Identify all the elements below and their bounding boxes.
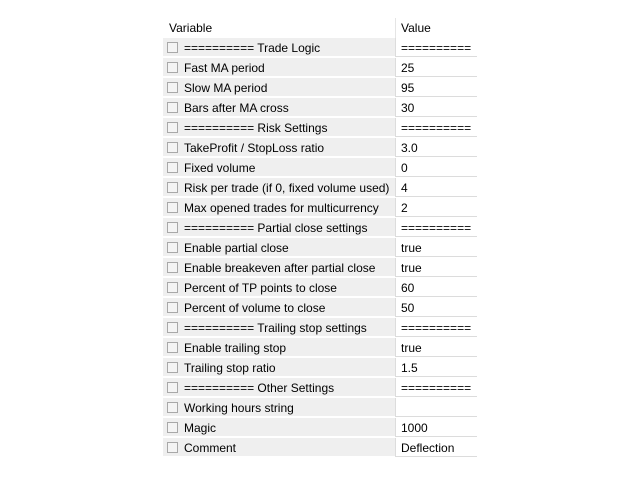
inputs-table bbox=[163, 18, 477, 458]
table-row[interactable] bbox=[163, 398, 477, 418]
variable-cell[interactable] bbox=[163, 38, 395, 57]
value-cell[interactable] bbox=[395, 138, 477, 157]
variable-cell[interactable] bbox=[163, 418, 395, 437]
variable-cell[interactable] bbox=[163, 158, 395, 177]
optimize-checkbox[interactable] bbox=[167, 262, 178, 273]
value-text: true bbox=[401, 341, 422, 355]
variable-cell[interactable] bbox=[163, 298, 395, 317]
optimize-checkbox[interactable] bbox=[167, 162, 178, 173]
optimize-checkbox[interactable] bbox=[167, 62, 178, 73]
variable-label: Slow MA period bbox=[184, 81, 268, 95]
variable-cell[interactable] bbox=[163, 138, 395, 157]
optimize-checkbox[interactable] bbox=[167, 182, 178, 193]
table-row[interactable] bbox=[163, 138, 477, 158]
value-text: 4 bbox=[401, 181, 408, 195]
variable-label: Fixed volume bbox=[184, 161, 256, 175]
table-row[interactable] bbox=[163, 158, 477, 178]
value-cell[interactable] bbox=[395, 98, 477, 117]
optimize-checkbox[interactable] bbox=[167, 422, 178, 433]
table-row[interactable] bbox=[163, 418, 477, 438]
value-text: true bbox=[401, 261, 422, 275]
optimize-checkbox[interactable] bbox=[167, 202, 178, 213]
variable-cell[interactable] bbox=[163, 178, 395, 197]
value-cell[interactable] bbox=[395, 78, 477, 97]
optimize-checkbox[interactable] bbox=[167, 102, 178, 113]
variable-label: Bars after MA cross bbox=[184, 101, 289, 115]
value-text: 95 bbox=[401, 81, 415, 95]
variable-label: Comment bbox=[184, 441, 237, 455]
variable-cell[interactable] bbox=[163, 198, 395, 217]
table-row[interactable] bbox=[163, 238, 477, 258]
variable-label: ========== Risk Settings bbox=[184, 121, 328, 135]
variable-label: Percent of volume to close bbox=[184, 301, 326, 315]
optimize-checkbox[interactable] bbox=[167, 122, 178, 133]
variable-cell[interactable] bbox=[163, 398, 395, 417]
optimize-checkbox[interactable] bbox=[167, 282, 178, 293]
table-row[interactable] bbox=[163, 58, 477, 78]
optimize-checkbox[interactable] bbox=[167, 82, 178, 93]
variable-label: ========== Trade Logic bbox=[184, 41, 321, 55]
column-header-variable[interactable]: Variable bbox=[169, 21, 213, 35]
variable-label: ========== Partial close settings bbox=[184, 221, 368, 235]
value-text: true bbox=[401, 241, 422, 255]
value-cell[interactable] bbox=[395, 438, 477, 457]
table-row[interactable] bbox=[163, 38, 477, 58]
variable-label: TakeProfit / StopLoss ratio bbox=[184, 141, 325, 155]
column-divider[interactable] bbox=[395, 18, 396, 38]
variable-label: Magic bbox=[184, 421, 217, 435]
variable-cell[interactable] bbox=[163, 58, 395, 77]
table-header bbox=[163, 18, 477, 38]
value-cell[interactable] bbox=[395, 258, 477, 277]
value-text: 0 bbox=[401, 161, 408, 175]
value-cell[interactable] bbox=[395, 158, 477, 177]
value-text: 60 bbox=[401, 281, 415, 295]
table-row[interactable] bbox=[163, 198, 477, 218]
variable-cell[interactable] bbox=[163, 98, 395, 117]
variable-cell[interactable] bbox=[163, 258, 395, 277]
variable-cell[interactable] bbox=[163, 278, 395, 297]
variable-label: Enable partial close bbox=[184, 241, 289, 255]
variable-label: Risk per trade (if 0, fixed volume used) bbox=[184, 181, 390, 195]
column-header-value[interactable]: Value bbox=[401, 21, 431, 35]
optimize-checkbox[interactable] bbox=[167, 342, 178, 353]
value-cell[interactable] bbox=[395, 58, 477, 77]
variable-label: Max opened trades for multicurrency bbox=[184, 201, 379, 215]
table-row[interactable] bbox=[163, 438, 477, 458]
variable-label: Fast MA period bbox=[184, 61, 265, 75]
table-row[interactable] bbox=[163, 98, 477, 118]
optimize-checkbox[interactable] bbox=[167, 222, 178, 233]
table-row[interactable] bbox=[163, 298, 477, 318]
value-cell[interactable] bbox=[395, 298, 477, 317]
variable-cell[interactable] bbox=[163, 338, 395, 357]
table-row[interactable] bbox=[163, 338, 477, 358]
variable-cell[interactable] bbox=[163, 78, 395, 97]
variable-label: Trailing stop ratio bbox=[184, 361, 276, 375]
variable-label: ========== Other Settings bbox=[184, 381, 335, 395]
optimize-checkbox[interactable] bbox=[167, 442, 178, 453]
value-text: 3.0 bbox=[401, 141, 418, 155]
value-text: ========== bbox=[401, 381, 472, 395]
variable-cell[interactable] bbox=[163, 358, 395, 377]
value-cell[interactable] bbox=[395, 378, 477, 397]
variable-label: Percent of TP points to close bbox=[184, 281, 337, 295]
value-cell[interactable] bbox=[395, 218, 477, 237]
value-text: 25 bbox=[401, 61, 415, 75]
variable-label: Working hours string bbox=[184, 401, 294, 415]
value-text: ========== bbox=[401, 121, 472, 135]
table-row[interactable] bbox=[163, 78, 477, 98]
value-cell[interactable] bbox=[395, 38, 477, 57]
variable-cell[interactable] bbox=[163, 378, 395, 397]
value-text: 30 bbox=[401, 101, 415, 115]
table-row[interactable] bbox=[163, 358, 477, 378]
optimize-checkbox[interactable] bbox=[167, 382, 178, 393]
optimize-checkbox[interactable] bbox=[167, 42, 178, 53]
value-cell[interactable] bbox=[395, 278, 477, 297]
variable-cell[interactable] bbox=[163, 438, 395, 457]
optimize-checkbox[interactable] bbox=[167, 302, 178, 313]
table-row[interactable] bbox=[163, 278, 477, 298]
value-cell[interactable] bbox=[395, 198, 477, 217]
value-cell[interactable] bbox=[395, 358, 477, 377]
value-text: ========== bbox=[401, 321, 472, 335]
optimize-checkbox[interactable] bbox=[167, 362, 178, 373]
table-row[interactable] bbox=[163, 118, 477, 138]
value-text: 50 bbox=[401, 301, 415, 315]
value-cell[interactable] bbox=[395, 338, 477, 357]
table-row[interactable] bbox=[163, 318, 477, 338]
value-cell[interactable] bbox=[395, 238, 477, 257]
variable-cell[interactable] bbox=[163, 218, 395, 237]
value-cell[interactable] bbox=[395, 318, 477, 337]
value-cell[interactable] bbox=[395, 178, 477, 197]
table-row[interactable] bbox=[163, 218, 477, 238]
value-cell[interactable] bbox=[395, 398, 477, 417]
value-text: 1000 bbox=[401, 421, 428, 435]
variable-label: Enable breakeven after partial close bbox=[184, 261, 376, 275]
value-text: ========== bbox=[401, 221, 472, 235]
value-text: 1.5 bbox=[401, 361, 418, 375]
variable-label: ========== Trailing stop settings bbox=[184, 321, 367, 335]
value-text: Deflection bbox=[401, 441, 455, 455]
table-row[interactable] bbox=[163, 258, 477, 278]
value-cell[interactable] bbox=[395, 418, 477, 437]
table-row[interactable] bbox=[163, 378, 477, 398]
value-text: ========== bbox=[401, 41, 472, 55]
optimize-checkbox[interactable] bbox=[167, 242, 178, 253]
value-text: 2 bbox=[401, 201, 408, 215]
variable-cell[interactable] bbox=[163, 318, 395, 337]
optimize-checkbox[interactable] bbox=[167, 402, 178, 413]
table-row[interactable] bbox=[163, 178, 477, 198]
variable-cell[interactable] bbox=[163, 238, 395, 257]
variable-cell[interactable] bbox=[163, 118, 395, 137]
variable-label: Enable trailing stop bbox=[184, 341, 287, 355]
value-cell[interactable] bbox=[395, 118, 477, 137]
table-body bbox=[163, 38, 477, 458]
optimize-checkbox[interactable] bbox=[167, 322, 178, 333]
optimize-checkbox[interactable] bbox=[167, 142, 178, 153]
